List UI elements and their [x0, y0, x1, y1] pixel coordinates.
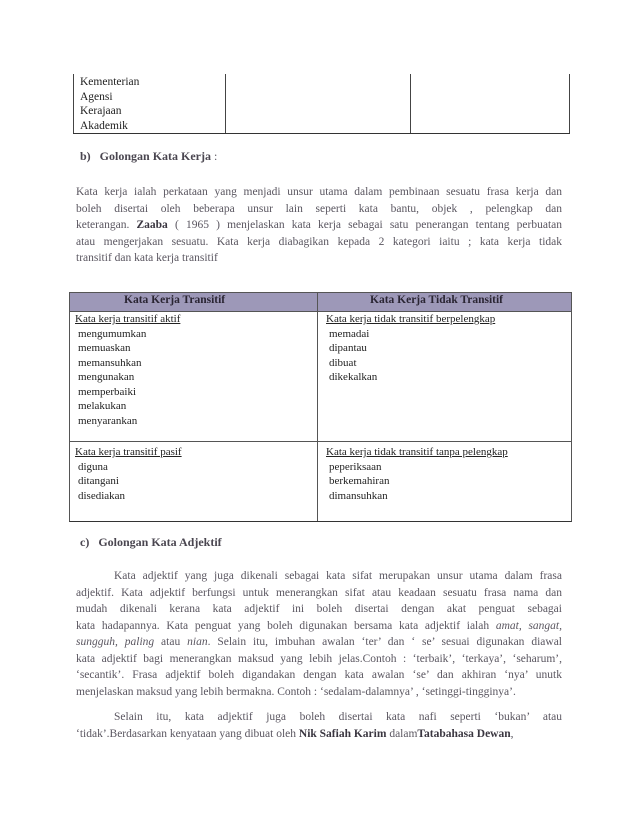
- list-item: Kerajaan: [80, 105, 122, 117]
- section-c-heading: [80, 535, 222, 550]
- text-line: adjektif. Kata adjektif berfungsi untuk menerangkan sifat atau keadaan sesuatu frasa nama dan: [76, 586, 562, 599]
- table-border: [225, 74, 226, 133]
- cell-transitif-aktif: [75, 312, 180, 428]
- column-divider: [317, 293, 318, 521]
- section-title: Golongan Kata Adjektif: [98, 535, 222, 549]
- bold-run: Tatabahasa Dewan: [417, 727, 511, 740]
- section-label: b): [80, 149, 91, 163]
- paragraph-kata-nafi: [76, 709, 562, 742]
- text-line: atau mengerjakan sesuatu. Kata kerja diabagikan kepada 2 kategori iaitu ; kata kerja tidak: [76, 235, 562, 248]
- table-border: [410, 74, 411, 133]
- verb-item: diguna: [78, 460, 108, 473]
- header-transitif: Kata Kerja Transitif: [124, 294, 226, 306]
- section-suffix: :: [211, 149, 218, 163]
- table-border: [569, 74, 570, 133]
- top-table-fragment: [73, 74, 570, 134]
- section-b-heading: [80, 149, 217, 164]
- paragraph-kata-adjektif: [76, 568, 562, 700]
- verb-table: [69, 292, 572, 522]
- text-line: ‘secantik’. Frasa adjektif boleh digandakan dengan kata awalan ‘se’ dan akhiran ‘nya’ unutk: [76, 669, 562, 681]
- verb-item: berkemahiran: [329, 475, 390, 487]
- paragraph-kata-kerja: [76, 184, 562, 267]
- agency-list: [80, 75, 139, 133]
- text-line: boleh disertai oleh beberapa unsur lain seperti kata bantu, objek , pelengkap dan: [76, 202, 562, 215]
- text-line: keterangan. Zaaba ( 1965 ) menjelaskan kata kerja sebagai satu penerangan tentang perbuatan: [76, 219, 562, 231]
- text-line: ‘tidak’.Berdasarkan kenyataan yang dibuat oleh Nik Safiah Karim dalamTatabahasa Dewan,: [76, 727, 514, 740]
- list-item: Akademik: [80, 119, 128, 132]
- cell-title: Kata kerja transitif pasif: [75, 446, 182, 458]
- bold-run: Nik Safiah Karim: [298, 727, 387, 740]
- verb-item: dimansuhkan: [329, 489, 388, 502]
- verb-item: memansuhkan: [78, 356, 142, 369]
- text-line: mudah dikenali kerana kata adjektif ini boleh disertai dengan akat penguat sebagai: [76, 603, 562, 615]
- verb-item: mengunakan: [78, 371, 135, 383]
- text-line: Kata adjektif yang juga dikenali sebagai kata sifat merupakan unsur utama dalam frasa: [114, 570, 562, 582]
- table-header-row: [70, 293, 571, 312]
- verb-item: peperiksaan: [329, 460, 382, 473]
- cell-tidak-transitif-tanpa-pelengkap: [326, 445, 508, 503]
- verb-item: melakukan: [78, 400, 127, 412]
- row-divider: [70, 441, 571, 442]
- text-line: Kata kerja ialah perkataan yang menjadi unsur utama dalam pembinaan sesuatu frasa kerja dan: [76, 186, 562, 198]
- list-item: Kementerian: [80, 76, 140, 88]
- italic-run: amat, sangat,: [495, 619, 562, 632]
- verb-item: disediakan: [78, 489, 126, 502]
- cell-title: Kata kerja tidak transitif tanpa pelengkap: [326, 446, 508, 458]
- header-tidak-transitif: Kata Kerja Tidak Transitif: [370, 294, 504, 306]
- text-line: menjelaskan maksud yang lebih bermakna. Contoh : ‘sedalam-dalamnya’ , ‘setinggi-tingginya’.: [76, 685, 516, 698]
- verb-item: memperbaiki: [78, 385, 137, 398]
- section-title: Golongan Kata Kerja: [99, 149, 211, 163]
- cell-title: Kata kerja transitif aktif: [75, 313, 181, 325]
- verb-item: memuaskan: [78, 342, 131, 354]
- verb-item: mengumumkan: [78, 327, 147, 340]
- cell-title: Kata kerja tidak transitif berpelengkap: [326, 313, 496, 325]
- text-line: sungguh, paling atau nian. Selain itu, imbuhan awalan ‘ter’ dan ‘ se’ sesuai digunakan diawal: [76, 636, 562, 648]
- verb-item: memadai: [329, 327, 370, 340]
- bold-run: Zaaba: [136, 219, 168, 231]
- cell-tidak-transitif-berpelengkap: [326, 312, 495, 385]
- section-label: c): [80, 535, 90, 549]
- text-line: kata hadapannya. Kata penguat yang boleh digunakan bersama kata adjektif ialah amat, sangat,: [76, 619, 562, 632]
- verb-item: ditangani: [78, 475, 119, 487]
- table-border: [73, 74, 74, 133]
- text-line: kata adjektif bagi menerangkan maksud yang lebih jelas.Contoh : ‘terbaik’, ‘terkaya’, ‘seharum’,: [76, 652, 562, 665]
- italic-run: sungguh, paling: [76, 636, 155, 648]
- text-line: transitif dan kata kerja transitif: [76, 252, 218, 264]
- verb-item: dipantau: [329, 342, 367, 354]
- text-line: Selain itu, kata adjektif juga boleh disertai kata nafi seperti ‘bukan’ atau: [114, 711, 562, 723]
- cell-transitif-pasif: [75, 445, 182, 503]
- verb-item: menyarankan: [78, 414, 138, 427]
- verb-item: dibuat: [329, 356, 357, 369]
- italic-run: nian: [187, 636, 208, 648]
- verb-item: dikekalkan: [329, 371, 378, 383]
- list-item: Agensi: [80, 90, 113, 103]
